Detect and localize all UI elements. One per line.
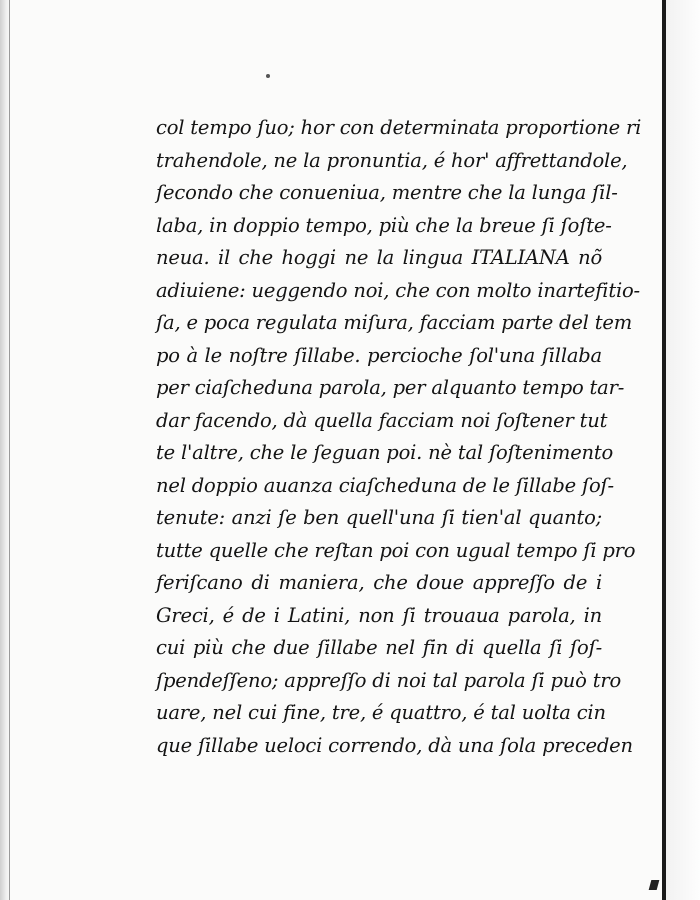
text-line: uare, nel cui fine, tre, é quattro, é tal uolta cin: [156, 701, 606, 724]
text-line: Greci, é de i Latini, non ſi trouaua parola, in: [156, 603, 602, 627]
text-line: po à le noſtre ſillabe. percioche ſol'una ſillaba: [156, 343, 602, 367]
text-line: adiuiene: ueggendo noi, che con molto inartefitio-: [156, 278, 640, 302]
text-line: tutte quelle che reſtan poi con ugual tempo ſi pro: [156, 538, 636, 562]
text-line: cui più che due ſillabe nel fin di quella ſi ſoſ-: [156, 636, 602, 659]
text-line: feriſcano di maniera, che doue appreſſo de i: [156, 571, 602, 594]
text-line: que ſillabe ueloci correndo, dà una ſola preceden: [156, 733, 633, 757]
ink-blot: [649, 880, 660, 890]
text-line: tenute: anzi ſe ben quell'una ſi tien'al quanto;: [156, 506, 602, 529]
text-line: dar facendo, dà quella facciam noi ſoſtener tut: [156, 408, 608, 432]
text-line: trahendole, ne la pronuntia, é hor' affrettandole,: [156, 148, 628, 172]
text-line: nel doppio auanza ciaſcheduna de le ſillabe ſoſ-: [156, 473, 614, 497]
text-line: ſpendeſſeno; appreſſo di noi tal parola ſi può tro: [156, 668, 621, 692]
body-text: [156, 112, 642, 762]
right-page-edge: [666, 0, 700, 900]
text-line: per ciaſcheduna parola, per alquanto tempo tar-: [156, 376, 625, 399]
text-line: ſecondo che conueniua, mentre che la lunga ſil-: [156, 181, 618, 204]
text-line: neua. il che hoggi ne la lingua ITALIANA nõ: [156, 246, 602, 269]
text-line: laba, in doppio tempo, più che la breue ſi ſoſte-: [156, 213, 612, 237]
text-line: te l'altre, che le ſeguan poi. nè tal ſoſtenimento: [156, 441, 614, 464]
left-binding-line: [9, 0, 10, 900]
text-line: ſa, e poca regulata miſura, facciam parte del tem: [156, 311, 632, 334]
text-line: col tempo ſuo; hor con determinata proportione ri: [156, 116, 642, 139]
ink-speck: [266, 74, 270, 78]
